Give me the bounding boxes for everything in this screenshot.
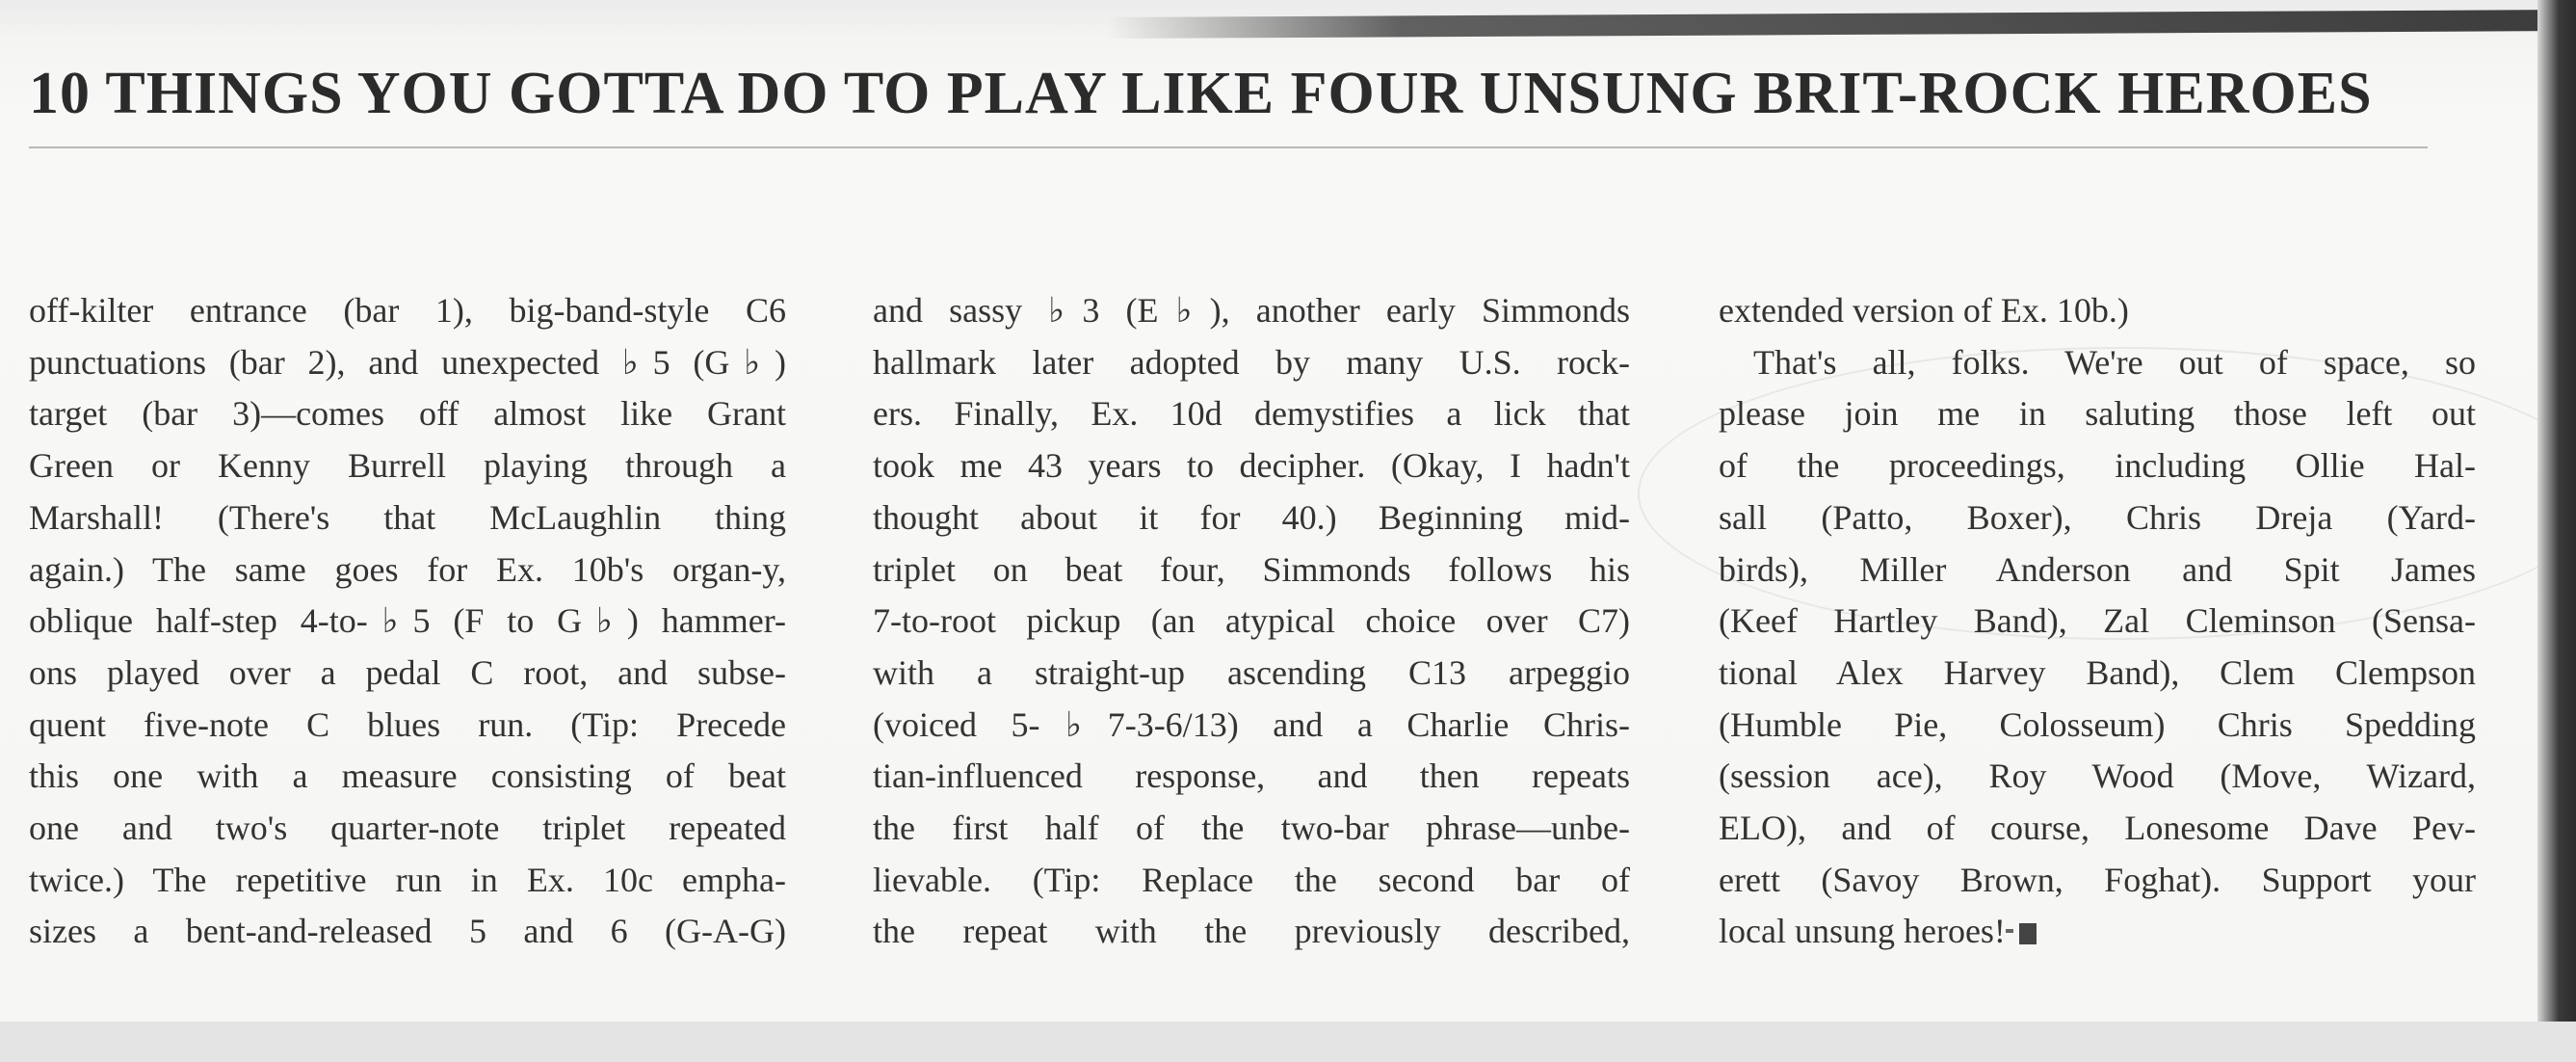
column-3-line: sall (Patto, Boxer), Chris Dreja (Yard-	[1719, 497, 2476, 537]
column-3-line: extended version of Ex. 10b.)	[1719, 291, 2129, 330]
column-1-line: off-kilter entrance (bar 1), big-band-style C6	[29, 291, 786, 330]
column-2-line: 7-to-root pickup (an atypical choice over C7)	[873, 601, 1630, 641]
column-2-line: the first half of the two-bar phrase—unbe-	[873, 809, 1630, 848]
column-3-line: (session ace), Roy Wood (Move, Wizard,	[1719, 757, 2476, 796]
column-2-line: ers. Finally, Ex. 10d demystifies a lick that	[873, 394, 1630, 434]
column-1-line: ons played over a pedal C root, and subse-	[29, 652, 786, 692]
column-3-line: ELO), and of course, Lonesome Dave Pev-	[1719, 809, 2476, 848]
column-2-line: and sassy ♭3 (E♭), another early Simmonds	[873, 291, 1630, 330]
end-of-article-icon	[2019, 923, 2037, 944]
column-2-line: triplet on beat four, Simmonds follows his	[873, 549, 1630, 589]
column-3-line: of the proceedings, including Ollie Hal-	[1719, 446, 2476, 486]
column-2-line: took me 43 years to decipher. (Okay, I hadn't	[873, 446, 1630, 486]
column-2-line: thought about it for 40.) Beginning mid-	[873, 497, 1630, 537]
column-3-line: (Keef Hartley Band), Zal Cleminson (Sensa-	[1719, 601, 2476, 641]
column-1-line: sizes a bent-and-released 5 and 6 (G-A-G)	[29, 912, 786, 951]
text-column-2	[873, 285, 1630, 958]
column-1-line: twice.) The repetitive run in Ex. 10c empha-	[29, 860, 786, 899]
column-2-line: hallmark later adopted by many U.S. rock-	[873, 342, 1630, 382]
column-1-line: Marshall! (There's that McLaughlin thing	[29, 497, 786, 537]
column-2-line: tian-influenced response, and then repeats	[873, 757, 1630, 796]
column-3-line: (Humble Pie, Colosseum) Chris Spedding	[1719, 704, 2476, 744]
page-binding-shadow	[1108, 10, 2576, 39]
column-2-line: with a straight-up ascending C13 arpeggio	[873, 652, 1630, 692]
column-1-line: target (bar 3)—comes off almost like Grant	[29, 394, 786, 434]
column-2-line: (voiced 5-♭7-3-6/13) and a Charlie Chris-	[873, 704, 1630, 744]
column-1-line: punctuations (bar 2), and unexpected ♭5 (G♭)	[29, 342, 786, 382]
column-3-line: erett (Savoy Brown, Foghat). Support your	[1719, 860, 2476, 899]
column-3-line-text: local unsung heroes!	[1719, 912, 2006, 951]
column-1-line: Green or Kenny Burrell playing through a	[29, 446, 786, 486]
text-column-3	[1719, 285, 2476, 958]
column-3-last-line	[1719, 906, 2476, 958]
column-2-line: lievable. (Tip: Replace the second bar of	[873, 860, 1630, 899]
page-bottom-margin	[0, 1022, 2576, 1062]
text-column-1	[29, 285, 786, 958]
column-2-line: the repeat with the previously described,	[873, 912, 1630, 951]
column-3-line: birds), Miller Anderson and Spit James	[1719, 549, 2476, 589]
headline-rule	[29, 146, 2428, 148]
column-1-line: this one with a measure consisting of beat	[29, 757, 786, 796]
column-3-line: tional Alex Harvey Band), Clem Clempson	[1719, 652, 2476, 692]
column-3-line: That's all, folks. We're out of space, so	[1753, 342, 2476, 382]
column-3-line: please join me in saluting those left out	[1719, 394, 2476, 434]
page-right-edge-shadow	[2537, 0, 2576, 1062]
article-headline: 10 THINGS YOU GOTTA DO TO PLAY LIKE FOUR UNSUNG BRIT-ROCK HEROES	[29, 61, 2373, 126]
column-1-line: one and two's quarter-note triplet repeated	[29, 809, 786, 848]
column-1-line: oblique half-step 4-to-♭5 (F to G♭) hammer-	[29, 601, 786, 641]
column-1-line: quent five-note C blues run. (Tip: Precede	[29, 704, 786, 744]
column-1-line: again.) The same goes for Ex. 10b's organ-y,	[29, 549, 786, 589]
